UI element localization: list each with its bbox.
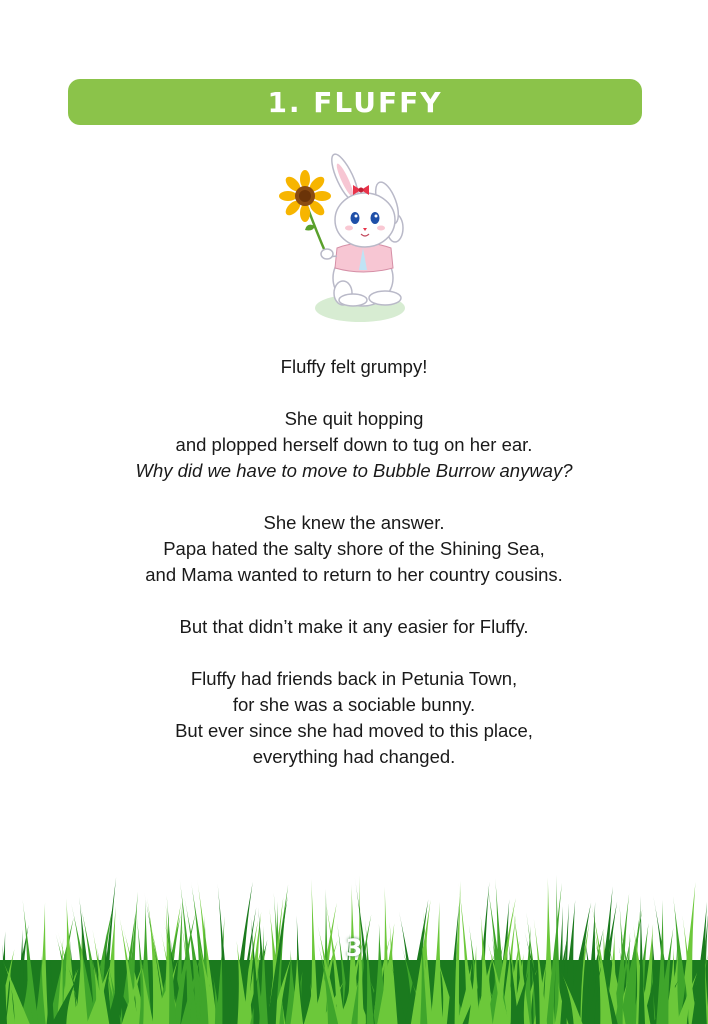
story-line: But that didn’t make it any easier for Fluffy.: [179, 616, 529, 637]
paragraph: [40, 614, 668, 640]
story-line: for she was a sociable bunny.: [232, 694, 476, 715]
story-line: But ever since she had moved to this place,: [175, 720, 533, 741]
chapter-title-bar: [68, 79, 642, 125]
story-line: everything had changed.: [252, 746, 456, 767]
story-line: Fluffy felt grumpy!: [280, 356, 428, 377]
page-number: 3: [345, 934, 363, 962]
bunny-with-sunflower-illustration: [275, 148, 425, 328]
story-line: She knew the answer.: [263, 512, 445, 533]
story-line: and Mama wanted to return to her country cousins.: [145, 564, 563, 585]
story-line: Fluffy had friends back in Petunia Town,: [190, 668, 518, 689]
story-line: Papa hated the salty shore of the Shining Sea,: [163, 538, 545, 559]
paragraph: [40, 510, 668, 588]
story-text: [40, 354, 668, 796]
paragraph: [40, 406, 668, 484]
story-line-italic-thought: Why did we have to move to Bubble Burrow anyway?: [135, 460, 573, 481]
story-line: and plopped herself down to tug on her ear.: [175, 434, 533, 455]
paragraph: [40, 666, 668, 770]
story-line: She quit hopping: [284, 408, 424, 429]
chapter-title: 1. FLUFFY: [267, 85, 443, 119]
paragraph: [40, 354, 668, 380]
